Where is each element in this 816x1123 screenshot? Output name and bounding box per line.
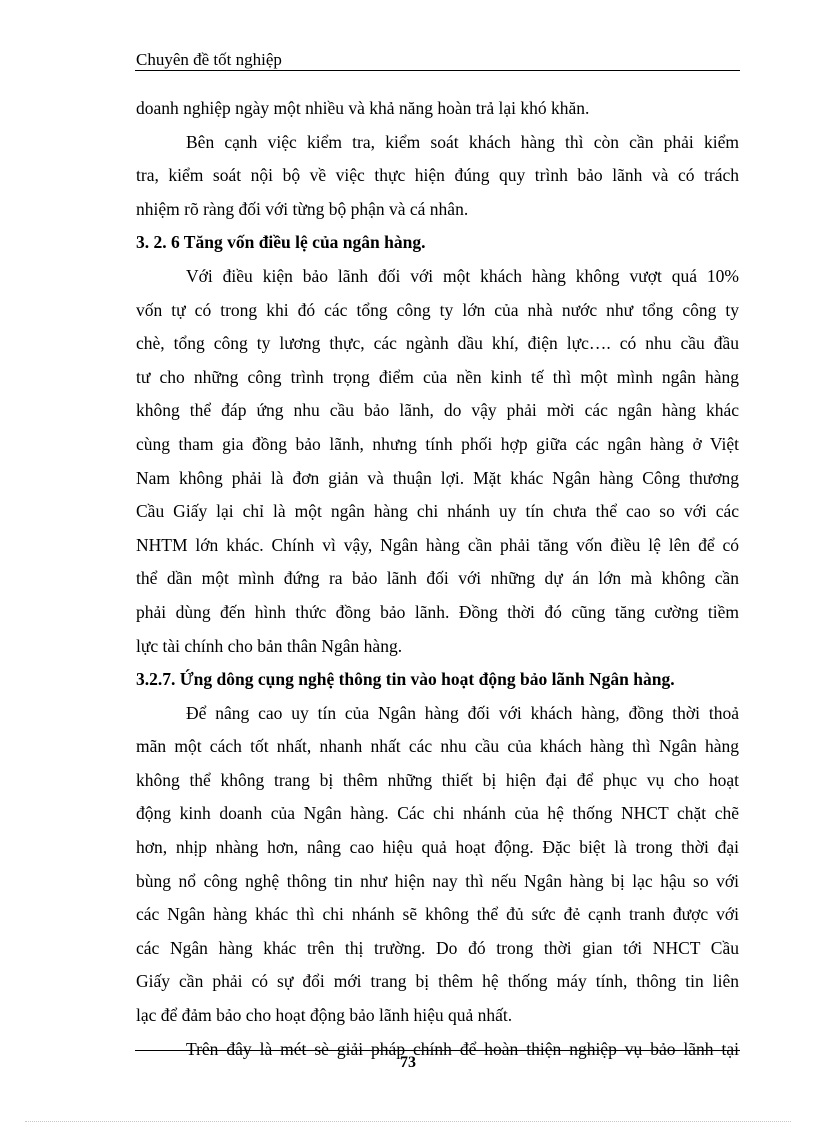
body-text-line: doanh nghiệp ngày một nhiều và khả năng hoàn trả lại khó khăn. xyxy=(136,98,590,118)
body-text-line: phải dùng đến hình thức đồng bảo lãnh. Đồng thời đó cũng tăng cường tiềm xyxy=(136,601,739,622)
body-text-line: Với điều kiện bảo lãnh đối với một khách hàng không vượt quá 10% xyxy=(186,265,739,286)
body-text-line: các Ngân hàng khác thì chi nhánh sẽ không thể đủ sức đẻ cạnh tranh được với xyxy=(136,904,739,925)
body-text-line: bùng nổ công nghệ thông tin như hiện nay thì nếu Ngân hàng bị lạc hậu so với xyxy=(136,870,739,891)
body-text-line: nhiệm rõ ràng đối với từng bộ phận và cá nhân. xyxy=(136,198,469,219)
body-text-line: hơn, nhịp nhàng hơn, nâng cao hiệu quả hoạt động. Đặc biệt là trong thời đại xyxy=(136,837,739,858)
body-text-line: lạc để đảm bảo cho hoạt động bảo lãnh hiệu quả nhất. xyxy=(136,1005,513,1026)
footer-divider xyxy=(135,1050,740,1051)
body-text-line: Bên cạnh việc kiểm tra, kiểm soát khách hàng thì còn cần phải kiểm xyxy=(186,131,739,152)
page-edge-divider xyxy=(25,1121,791,1122)
body-text-line: Trên đây là mét sè giải pháp chính để hoàn thiện nghiệp vụ bảo lãnh tại xyxy=(186,1038,739,1059)
body-text-line: Cầu Giấy lại chỉ là một ngân hàng chi nhánh uy tín chưa thể cao so với các xyxy=(136,501,739,522)
body-text-line: cùng tham gia đồng bảo lãnh, nhưng tính phối hợp giữa các ngân hàng ở Việt xyxy=(136,433,739,454)
body-text-line: chè, tổng công ty lương thực, các ngành dầu khí, điện lực…. có nhu cầu đầu xyxy=(136,333,739,354)
body-text-line: lực tài chính cho bản thân Ngân hàng. xyxy=(136,635,403,656)
body-text-line: tư cho những công trình trọng điểm của nền kinh tế thì một mình ngân hàng xyxy=(136,366,739,387)
body-text-line: không thể đáp ứng nhu cầu bảo lãnh, do vậy phải mời các ngân hàng khác xyxy=(136,400,739,421)
body-text-line: NHTM lớn khác. Chính vì vậy, Ngân hàng cần phải tăng vốn điều lệ lên để có xyxy=(136,534,739,555)
running-header-title: Chuyên đề tốt nghiệp xyxy=(136,50,282,69)
body-text-line: vốn tự có trong khi đó các tổng công ty lớn của nhà nước như tổng công ty xyxy=(136,299,739,320)
section-heading: 3. 2. 6 Tăng vốn điều lệ của ngân hàng. xyxy=(136,232,426,253)
body-text-line: tra, kiểm soát nội bộ về việc thực hiện đúng quy trình bảo lãnh và có trách xyxy=(136,165,739,186)
body-text-line: các Ngân hàng khác trên thị trường. Do đó trong thời gian tới NHCT Cầu xyxy=(136,937,739,958)
page-body xyxy=(136,92,739,1066)
header-divider xyxy=(135,70,740,71)
page-number: 73 xyxy=(400,1054,416,1071)
body-text-line: động kinh doanh của Ngân hàng. Các chi nhánh của hệ thống NHCT chặt chẽ xyxy=(136,803,739,824)
body-text-line: không thể không trang bị thêm những thiết bị hiện đại để phục vụ cho hoạt xyxy=(136,769,739,790)
body-text-line: mãn một cách tốt nhất, nhanh nhất các nhu cầu của khách hàng thì Ngân hàng xyxy=(136,736,739,757)
body-text-line: Giấy cần phải có sự đổi mới trang bị thêm hệ thống máy tính, thông tin liên xyxy=(136,971,739,992)
body-text-line: Nam không phải là đơn giản và thuận lợi. Mặt khác Ngân hàng Công thương xyxy=(136,467,739,488)
body-text-line: thể dần một mình đứng ra bảo lãnh đối với những dự án lớn mà không cần xyxy=(136,568,739,589)
body-text-line: Để nâng cao uy tín của Ngân hàng đối với khách hàng, đồng thời thoả xyxy=(186,702,739,723)
section-heading: 3.2.7. Ứng dông cụng nghệ thông tin vào hoạt động bảo lãnh Ngân hàng. xyxy=(136,669,675,690)
